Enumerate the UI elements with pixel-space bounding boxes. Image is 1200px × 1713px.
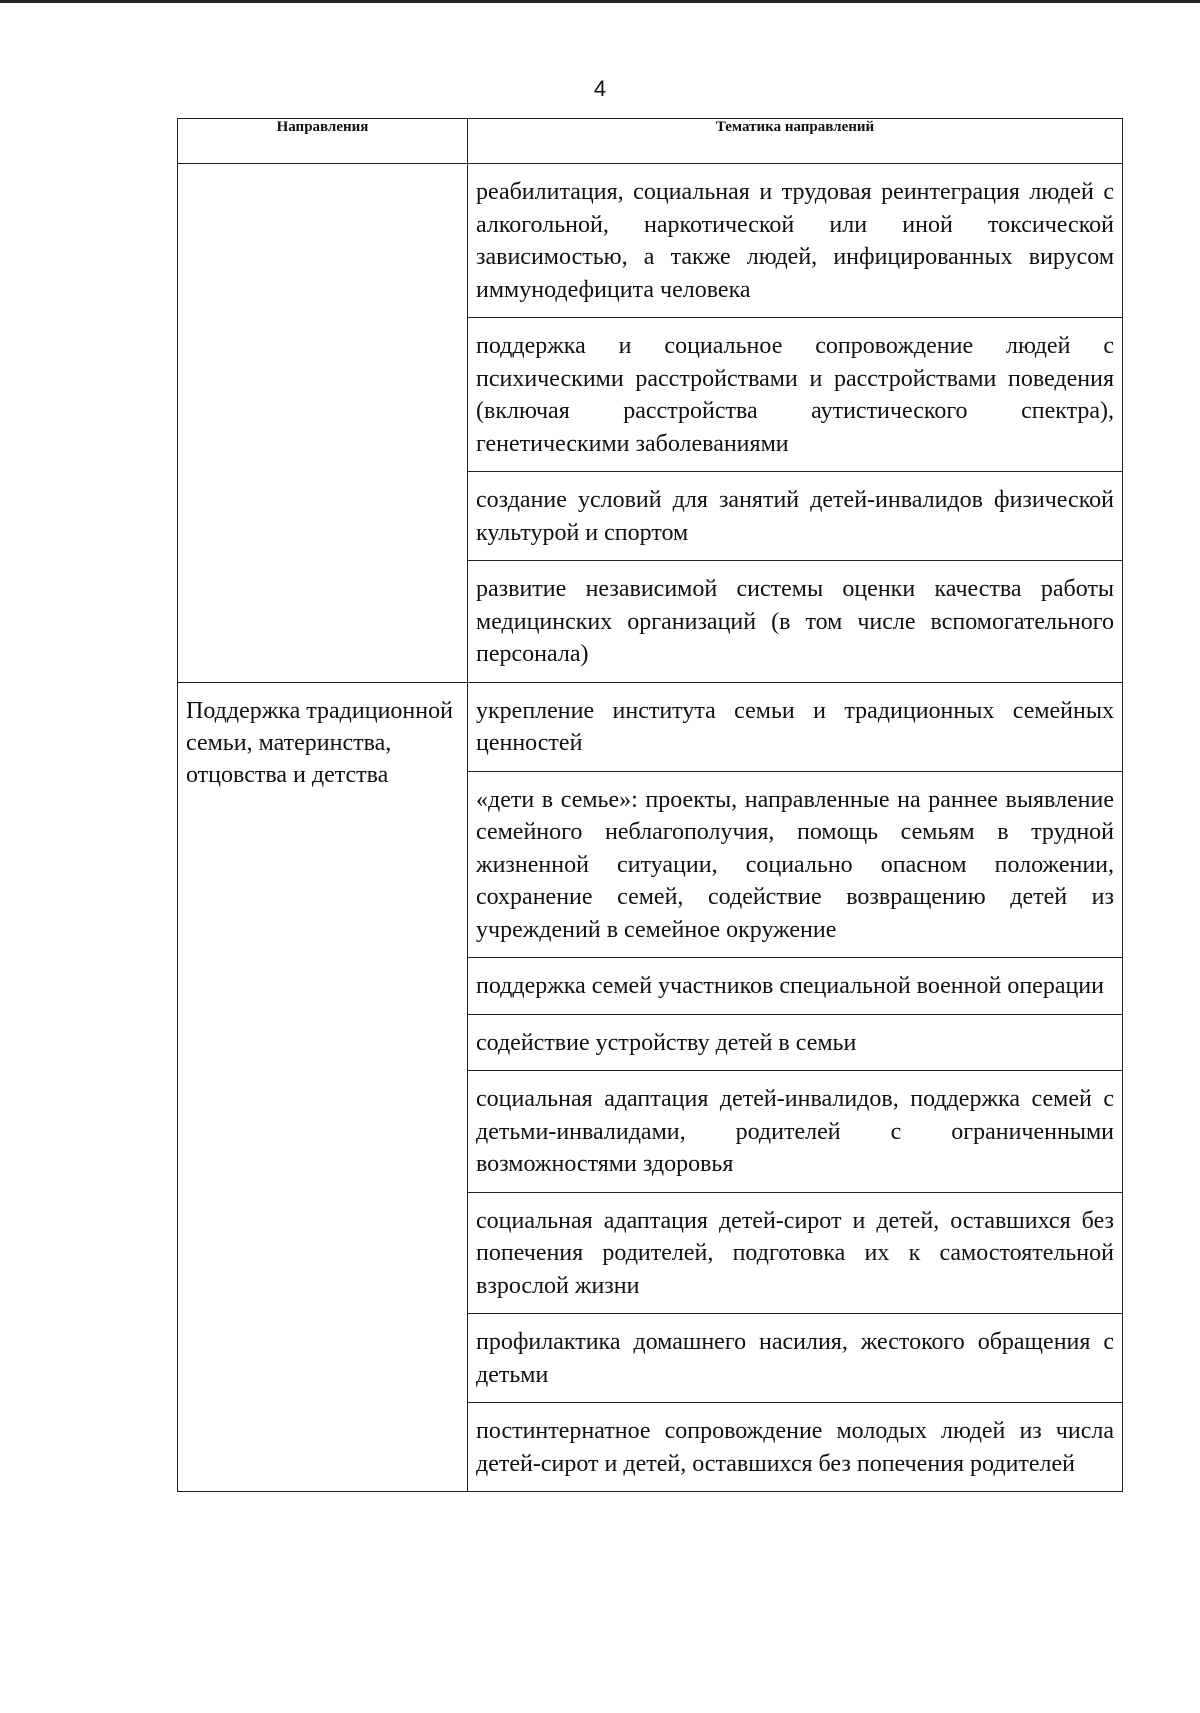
topic-cell: развитие независимой системы оценки качества работы медицинских организаций (в том числе вспомогательного персонала) xyxy=(468,561,1123,683)
top-rule xyxy=(0,0,1200,3)
direction-cell-continued xyxy=(178,164,468,683)
topic-cell: социальная адаптация детей-инвалидов, поддержка семей с детьми-инвалидами, родителей с ограниченными возможностями здоровья xyxy=(468,1071,1123,1193)
topic-cell: реабилитация, социальная и трудовая реинтеграция людей с алкогольной, наркотической или иной токсической зависимостью, а также людей, инфицированных вирусом иммунодефицита человека xyxy=(468,164,1123,318)
direction-cell-family-support: Поддержка традиционной семьи, материнства, отцовства и детства xyxy=(178,682,468,1492)
topic-cell: укрепление института семьи и традиционных семейных ценностей xyxy=(468,682,1123,771)
directions-table xyxy=(177,118,1123,1492)
topic-cell: постинтернатное сопровождение молодых людей из числа детей-сирот и детей, оставшихся без попечения родителей xyxy=(468,1403,1123,1492)
table-row xyxy=(178,682,1123,771)
table-header-row xyxy=(178,119,1123,164)
topic-cell: содействие устройству детей в семьи xyxy=(468,1014,1123,1071)
topic-cell: «дети в семье»: проекты, направленные на раннее выявление семейного неблагополучия, помощь семьям в трудной жизненной ситуации, социально опасном положении, сохранение семей, содействие возвращению детей из учреждений в семейное окружение xyxy=(468,771,1123,958)
page-number: 4 xyxy=(593,76,607,101)
topic-cell: поддержка семей участников специальной военной операции xyxy=(468,958,1123,1015)
header-topics: Тематика направлений xyxy=(468,119,1123,164)
topic-cell: социальная адаптация детей-сирот и детей, оставшихся без попечения родителей, подготовка их к самостоятельной взрослой жизни xyxy=(468,1192,1123,1314)
table-row xyxy=(178,164,1123,318)
topic-cell: поддержка и социальное сопровождение людей с психическими расстройствами и расстройствами поведения (включая расстройства аутистического спектра), генетическими заболеваниями xyxy=(468,318,1123,472)
topic-cell: создание условий для занятий детей-инвалидов физической культурой и спортом xyxy=(468,472,1123,561)
topic-cell: профилактика домашнего насилия, жестокого обращения с детьми xyxy=(468,1314,1123,1403)
header-directions: Направления xyxy=(178,119,468,164)
